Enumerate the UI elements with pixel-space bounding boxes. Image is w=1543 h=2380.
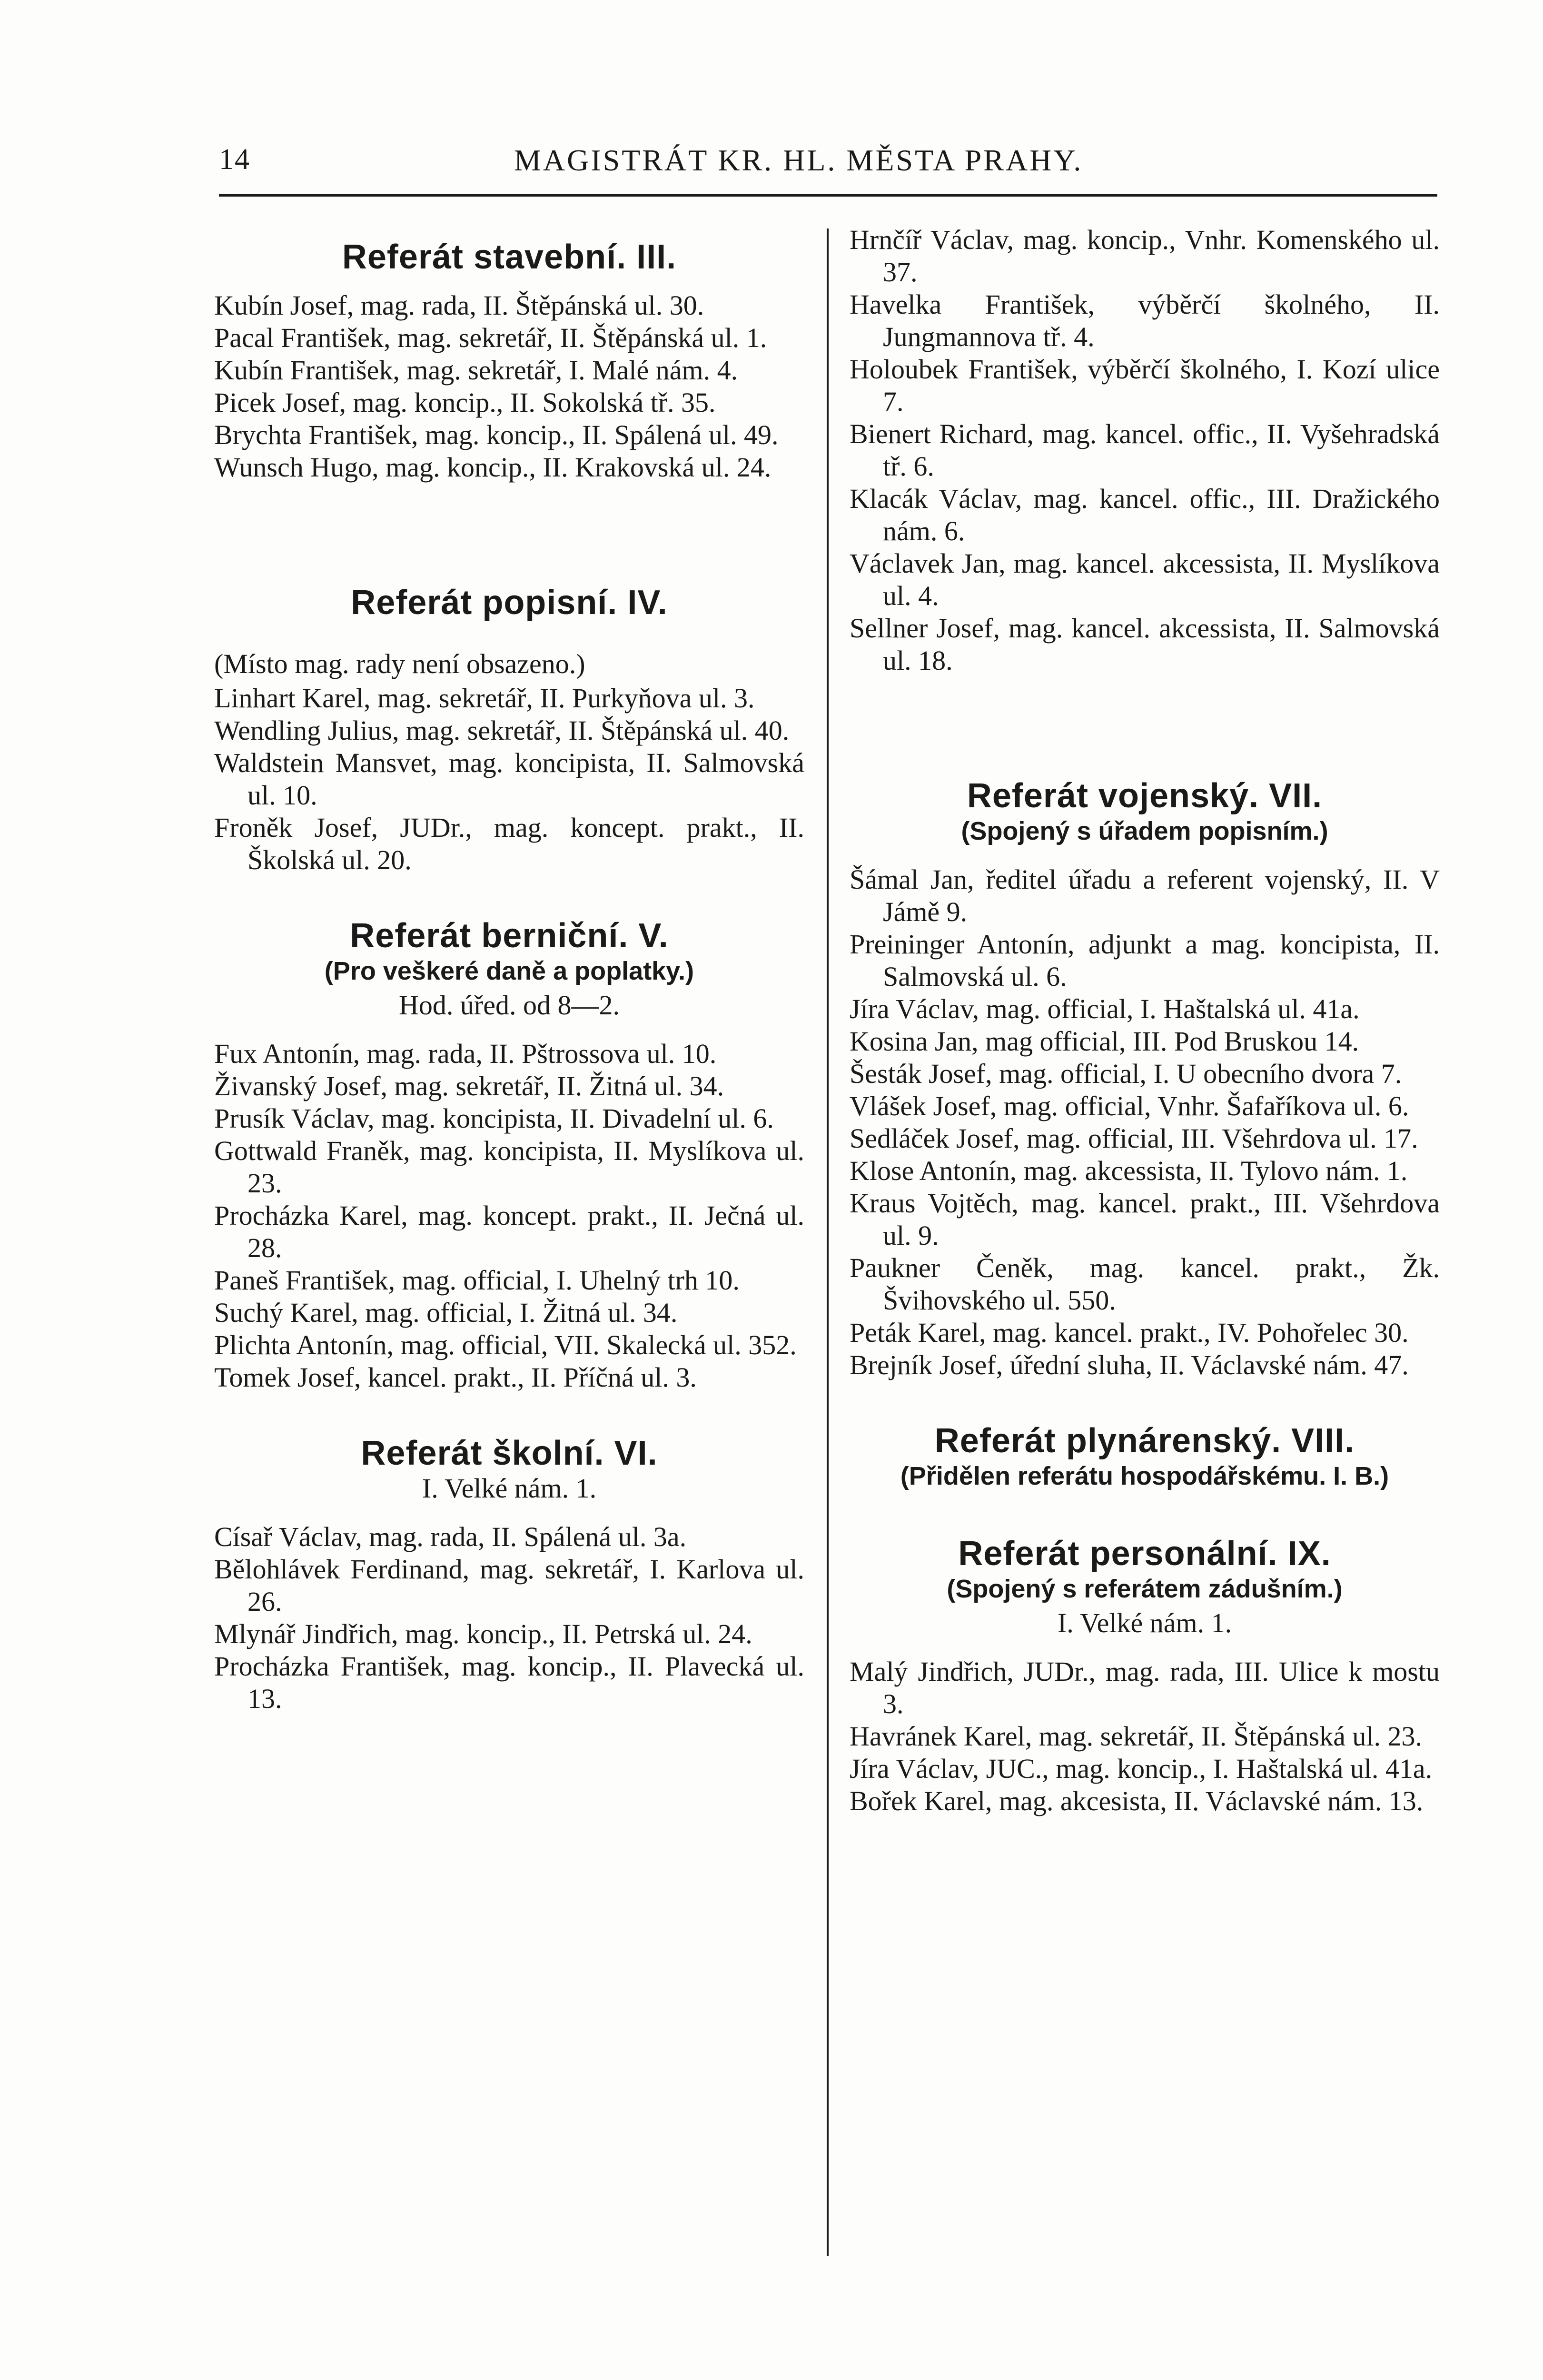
section-subtitle: (Přidělen referátu hospodářskému. I. B.) (900, 1462, 1389, 1490)
section-title: Referát popisní. IV. (351, 584, 668, 622)
list-item: Bořek Karel, mag. akcesista, II. Václavské nám. 13. (850, 1785, 1424, 1816)
entry-list (850, 863, 1440, 1381)
section-title: Referát berniční. V. (350, 917, 669, 955)
section-bernicni (214, 917, 804, 1394)
list-item: Pacal František, mag. sekretář, II. Štěpánská ul. 1. (214, 322, 767, 353)
list-item: Bienert Richard, mag. kancel. offic., II. Vyšehradská tř. 6. (850, 418, 1440, 482)
page-number: 14 (219, 143, 250, 176)
list-item: Prusík Václav, mag. koncipista, II. Divadelní ul. 6. (214, 1103, 774, 1134)
page-header (219, 143, 1437, 195)
list-item: Suchý Karel, mag. official, I. Žitná ul. 34. (214, 1297, 678, 1328)
list-item: Šámal Jan, ředitel úřadu a referent vojenský, II. V Jámě 9. (850, 864, 1440, 927)
list-item: Živanský Josef, mag. sekretář, II. Žitná ul. 34. (214, 1071, 724, 1101)
list-item: Mlynář Jindřich, mag. koncip., II. Petrská ul. 24. (214, 1618, 752, 1649)
section-subtitle: (Spojený s referátem zádušním.) (947, 1575, 1343, 1603)
list-item: Václavek Jan, mag. kancel. akcessista, II. Myslíkova ul. 4. (850, 548, 1440, 611)
entry-list (850, 1656, 1440, 1817)
list-item: Preininger Antonín, adjunkt a mag. koncipista, II. Salmovská ul. 6. (850, 929, 1440, 992)
list-item: Kosina Jan, mag official, III. Pod Bruskou 14. (850, 1026, 1359, 1057)
list-item: Jíra Václav, mag. official, I. Haštalská ul. 41a. (850, 993, 1360, 1024)
section-title: Referát školní. VI. (361, 1434, 658, 1472)
entry-list (214, 1521, 804, 1715)
list-item: Paneš František, mag. official, I. Uhelný trh 10. (214, 1265, 740, 1296)
section-note: (Místo mag. rady není obsazeno.) (214, 648, 585, 679)
list-item: Vlášek Josef, mag. official, Vnhr. Šafaříkova ul. 6. (850, 1091, 1409, 1121)
section-note: Hod. úřed. od 8—2. (399, 990, 620, 1021)
section-vojensky (850, 777, 1440, 1381)
list-item: Havelka František, výběrčí školného, II. Jungmannova tř. 4. (850, 289, 1440, 352)
section-personalni (850, 1537, 1440, 1817)
list-item: Fux Antonín, mag. rada, II. Pštrossova ul. 10. (214, 1038, 717, 1069)
left-column (214, 224, 804, 1715)
list-item: Šesták Josef, mag. official, I. U obecního dvora 7. (850, 1058, 1402, 1089)
list-item: Sedláček Josef, mag. official, III. Všehrdova ul. 17. (850, 1123, 1418, 1154)
section-skolni (214, 1434, 804, 1715)
list-item: Peták Karel, mag. kancel. prakt., IV. Pohořelec 30. (850, 1317, 1409, 1348)
list-item: Waldstein Mansvet, mag. koncipista, II. Salmovská ul. 10. (214, 747, 804, 811)
list-item: Bělohlávek Ferdinand, mag. sekretář, I. Karlova ul. 26. (214, 1554, 804, 1617)
running-title: MAGISTRÁT KR. HL. MĚSTA PRAHY. (514, 143, 1083, 177)
list-item: Paukner Čeněk, mag. kancel. prakt., Žk. Švihovského ul. 550. (850, 1252, 1440, 1316)
list-item: Gottwald Franěk, mag. koncipista, II. Myslíkova ul. 23. (214, 1135, 804, 1199)
section-note: I. Velké nám. 1. (422, 1473, 597, 1504)
section-plynarensky (850, 1422, 1440, 1492)
section-title: Referát plynárenský. VIII. (934, 1422, 1355, 1460)
section-title: Referát vojenský. VII. (967, 777, 1323, 815)
list-item: Wendling Julius, mag. sekretář, II. Štěpánská ul. 40. (214, 715, 790, 746)
list-item: Procházka František, mag. koncip., II. Plavecká ul. 13. (214, 1651, 804, 1714)
list-item: Havránek Karel, mag. sekretář, II. Štěpánská ul. 23. (850, 1721, 1423, 1752)
entry-list (850, 224, 1440, 677)
entry-list (214, 1038, 804, 1394)
entry-list (214, 289, 804, 484)
list-item: Plichta Antonín, mag. official, VII. Skalecká ul. 352. (214, 1329, 797, 1360)
list-item: Brychta František, mag. koncip., II. Spálená ul. 49. (214, 419, 779, 450)
header-rule (219, 194, 1437, 197)
section-popisni (214, 586, 804, 876)
list-item: Linhart Karel, mag. sekretář, II. Purkyňova ul. 3. (214, 683, 755, 714)
section-note: I. Velké nám. 1. (1057, 1607, 1232, 1638)
list-item: Brejník Josef, úřední sluha, II. Václavské nám. 47. (850, 1349, 1409, 1380)
list-item: Picek Josef, mag. koncip., II. Sokolská tř. 35. (214, 387, 716, 418)
list-item: Klose Antonín, mag. akcessista, II. Tylovo nám. 1. (850, 1155, 1408, 1186)
right-column (850, 224, 1440, 1817)
section-stavebni (214, 238, 804, 484)
section-subtitle: (Spojený s úřadem popisním.) (961, 817, 1328, 845)
list-item: Wunsch Hugo, mag. koncip., II. Krakovská ul. 24. (214, 452, 772, 483)
section-title: Referát personální. IX. (958, 1535, 1331, 1573)
list-item: Kubín Josef, mag. rada, II. Štěpánská ul. 30. (214, 290, 704, 321)
entry-list (214, 682, 804, 876)
list-item: Kubín František, mag. sekretář, I. Malé nám. 4. (214, 355, 738, 386)
section-title: Referát stavební. III. (342, 238, 677, 276)
list-item: Procházka Karel, mag. koncept. prakt., II. Ječná ul. 28. (214, 1200, 804, 1263)
list-item: Malý Jindřich, JUDr., mag. rada, III. Ulice k mostu 3. (850, 1656, 1440, 1719)
list-item: Jíra Václav, JUC., mag. koncip., I. Haštalská ul. 41a. (850, 1753, 1433, 1784)
column-divider (827, 228, 829, 2256)
section-stavebni-continued (850, 224, 1440, 677)
section-subtitle: (Pro veškeré daně a poplatky.) (324, 957, 694, 985)
list-item: Holoubek František, výběrčí školného, I. Kozí ulice 7. (850, 354, 1440, 417)
list-item: Hrnčíř Václav, mag. koncip., Vnhr. Komenského ul. 37. (850, 224, 1440, 288)
list-item: Císař Václav, mag. rada, II. Spálená ul. 3a. (214, 1521, 687, 1552)
list-item: Sellner Josef, mag. kancel. akcessista, II. Salmovská ul. 18. (850, 613, 1440, 676)
list-item: Klacák Václav, mag. kancel. offic., III. Dražického nám. 6. (850, 483, 1440, 546)
list-item: Froněk Josef, JUDr., mag. koncept. prakt., II. Školská ul. 20. (214, 812, 804, 875)
list-item: Tomek Josef, kancel. prakt., II. Příčná ul. 3. (214, 1362, 697, 1393)
list-item: Kraus Vojtěch, mag. kancel. prakt., III. Všehrdova ul. 9. (850, 1188, 1440, 1251)
